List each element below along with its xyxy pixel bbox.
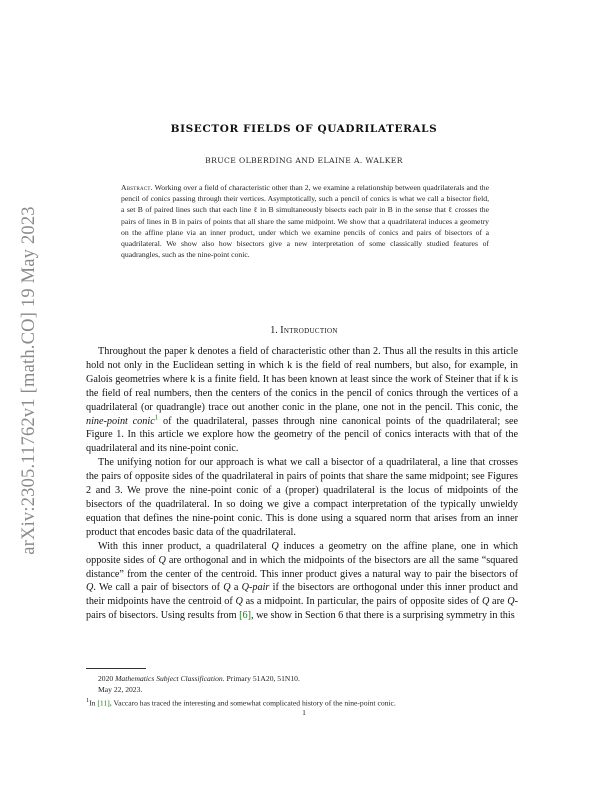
p3-text-i: -pairs of bisectors. Using results from bbox=[86, 596, 518, 622]
p3-text-h: are bbox=[489, 596, 508, 608]
msc-label: Mathematics Subject Classification. bbox=[115, 674, 225, 683]
arxiv-stamp bbox=[18, 190, 40, 570]
p3-q-7: Q bbox=[507, 596, 515, 608]
footnote-rule bbox=[86, 668, 146, 669]
p3-q-1: Q bbox=[271, 540, 279, 552]
footnote-1-text-a: In bbox=[89, 698, 98, 708]
p3-q-3: Q bbox=[86, 582, 94, 594]
p3-text-e: a bbox=[230, 582, 242, 594]
section-heading bbox=[0, 325, 608, 336]
p3-text-a: With this inner product, a quadrilateral bbox=[98, 540, 272, 552]
paper-date: May 22, 2023. bbox=[98, 685, 143, 695]
msc-codes: Primary 51A20, 51N10. bbox=[224, 674, 300, 683]
p3-text-c: are orthogonal and in which the midpoints of the bisectors are all the same “squared distance” from the center of the centroid. This inner product gives a natural way to pair the bisectors of bbox=[86, 554, 518, 580]
p3-q-5: Q bbox=[235, 596, 243, 608]
page-number: 1 bbox=[302, 708, 306, 717]
footnote-1-mark: 1 bbox=[86, 697, 90, 705]
p3-q-6: Q bbox=[481, 596, 490, 608]
section-number: 1. bbox=[270, 325, 278, 336]
p3-text-f: if the bisectors are orthogonal under this inner product and their midpoints have the centroid of bbox=[86, 582, 518, 608]
paragraph-3 bbox=[86, 540, 518, 623]
body-text bbox=[86, 345, 518, 623]
footnote-1-text-b: , Vaccaro has traced the interesting and somewhat complicated history of the nine-point conic. bbox=[109, 698, 396, 708]
nine-point-conic-term: nine-point conic bbox=[86, 415, 155, 427]
p3-q-2: Q bbox=[158, 554, 166, 566]
paragraph-1-text-a: Throughout the paper k denotes a field of characteristic other than 2. Thus all the results in this article hold not only in the Euclidean setting in which k is the field of real numbers, but also, for example, in Galois geometries where k is a finite field. It has been known at least since the work of Steiner that if k is the field of real numbers, then the centers of the conics in the pencil of conics through the vertices of a quadrilateral (or quadrangle) trace out another conic in the plane, one not in the pencil. This conic, the bbox=[86, 346, 518, 413]
abstract-label: Abstract. bbox=[121, 183, 153, 192]
p3-q-pair-term: Q-pair bbox=[241, 582, 270, 594]
abstract-text: Working over a field of characteristic other than 2, we examine a relationship between quadrilaterals and the pencil of conics passing through their vertices. Asymptotically, such a pencil of conics is what we call a bisector field, a set B of paired lines such that each line ℓ in B simultaneously bisects each pair in B in the sense that ℓ crosses the pairs of lines in B in pairs of points that all share the same midpoint. We show that a quadrilateral induces a geometry on the affine plane via an inner product, under which we examine pencils of conics and pairs of bisectors of a quadrilateral. We show also how bisectors give a new interpretation of some classically studied features of quadrangles, such as the nine-point conic. bbox=[121, 183, 489, 260]
footnotes bbox=[86, 673, 518, 709]
section-title: Introduction bbox=[280, 325, 338, 336]
p3-text-j: , we show in Section 6 that there is a surprising symmetry in this bbox=[250, 610, 515, 622]
p3-text-d: . We call a pair of bisectors of bbox=[93, 582, 224, 594]
citation-link-11[interactable]: [11] bbox=[97, 698, 110, 708]
citation-link-6[interactable]: [6] bbox=[239, 610, 251, 622]
p3-text-g: as a midpoint. In particular, the pairs of opposite sides of bbox=[242, 596, 482, 608]
paragraph-1-text-b: of the quadrilateral, passes through nine canonical points of the quadrilateral; see Figure 1. In this article we explore how the geometry of the pencil of conics interacts with that of the quadrilateral and its nine-point conic. bbox=[86, 415, 518, 455]
arxiv-identifier: arXiv:2305.11762v1 [math.CO] 19 May 2023 bbox=[18, 205, 39, 555]
abstract bbox=[121, 182, 489, 260]
p3-q-4: Q bbox=[223, 582, 231, 594]
p3-text-b: induces a geometry on the affine plane, one in which opposite sides of bbox=[86, 540, 519, 566]
paper-title: BISECTOR FIELDS OF QUADRILATERALS bbox=[170, 123, 438, 135]
footnote-1-link[interactable]: 1 bbox=[154, 413, 159, 422]
paper-authors: BRUCE OLBERDING AND ELAINE A. WALKER bbox=[205, 156, 403, 165]
paragraph-1 bbox=[86, 345, 518, 456]
paragraph-2: The unifying notion for our approach is what we call a bisector of a quadrilateral, a line that crosses the pairs of opposite sides of the quadrilateral in pairs of points that share the same midpoint; see Figures 2 and 3. We prove the nine-point conic of a (proper) quadrilateral is the locus of midpoints of the bisectors of the quadrilateral. In so doing we give a compact interpretation of the typically unwieldy equation that defines the nine-point conic. This is done using a squared norm that arises from an inner product that encodes basic data of the quadrilateral. bbox=[86, 457, 518, 538]
msc-classification bbox=[98, 673, 518, 684]
msc-year: 2020 bbox=[98, 674, 116, 683]
